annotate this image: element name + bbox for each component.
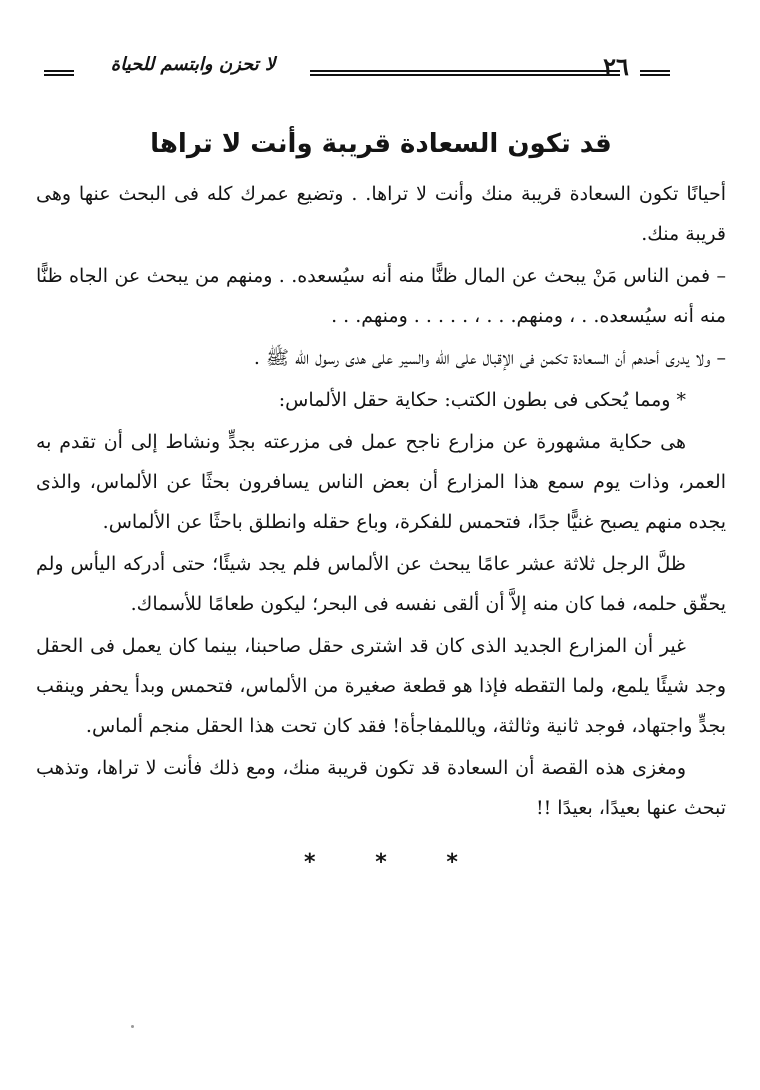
header-rule-left: [44, 70, 74, 76]
header-rule-middle: [310, 70, 620, 76]
paragraph: ظلَّ الرجل ثلاثة عشر عامًا يبحث عن الألماس فلم يجد شيئًا؛ حتى أدركه اليأس ولم يحقّق حلمه، فما كان منه إلاَّ أن ألقى نفسه فى البحر؛ ليكون طعامًا للأسماك.: [36, 553, 726, 615]
paragraph: أحيانًا تكون السعادة قريبة منك وأنت لا تراها. . وتضيع عمرك كله فى البحث عنها وهى قريبة منك.: [36, 183, 726, 245]
running-title: لا تحزن وابتسم للحياة: [110, 54, 276, 75]
paragraph: – فمن الناس مَنْ يبحث عن المال ظنًّا منه أنه سيُسعده. . ومنهم من يبحث عن الجاه ظنًّا منه أنه سيُسعده. . ، ومنهم. . . ، . . . . . ومنهم. . .: [36, 265, 726, 327]
paragraph: ومغزى هذه القصة أن السعادة قد تكون قريبة منك، ومع ذلك فأنت لا تراها، وتذهب تبحث عنها بعيدًا، بعيدًا !!: [36, 757, 726, 819]
divider-asterisk: *: [446, 850, 458, 875]
paragraph: – ولا يدرى أحدهم أن السعادة تكمن فى الإقبال على الله والسير على هدى رسول الله ﷺ .: [253, 347, 726, 369]
article: [36, 122, 726, 875]
section-divider: [36, 850, 726, 875]
paragraph: هى حكاية مشهورة عن مزارع ناجح عمل فى مزرعته بجدٍّ ونشاط إلى أن تقدم به العمر، وذات يوم سمع هذا المزارع أن بعض الناس يسافرون بحثًا عن الألماس، والذى يجده منهم يصبح غنيًّا جدًا، فتحمس للفكرة، وباع حقله وانطلق باحثًا عن الألماس.: [36, 431, 726, 533]
divider-asterisk: *: [304, 850, 316, 875]
scan-speck: [131, 1025, 134, 1028]
header-rule-right: [640, 70, 670, 76]
paragraph: غير أن المزارع الجديد الذى كان قد اشترى حقل صاحبنا، بينما كان يعمل فى الحقل وجد شيئًا يلمع، ولما التقطه فإذا هو قطعة صغيرة من الألماس، فتحمس وبدأ يحفر وينقب بجدٍّ واجتهاد، فوجد ثانية وثالثة، وياللمفاجأة! فقد كان تحت هذا الحقل منجم ألماس.: [36, 635, 726, 737]
running-header: [40, 52, 720, 92]
page-number: ٢٦: [603, 52, 629, 81]
paragraph: * ومما يُحكى فى بطون الكتب: حكاية حقل الألماس:: [278, 389, 686, 411]
divider-asterisk: *: [375, 850, 387, 875]
article-title: قد تكون السعادة قريبة وأنت لا تراها: [150, 129, 612, 159]
